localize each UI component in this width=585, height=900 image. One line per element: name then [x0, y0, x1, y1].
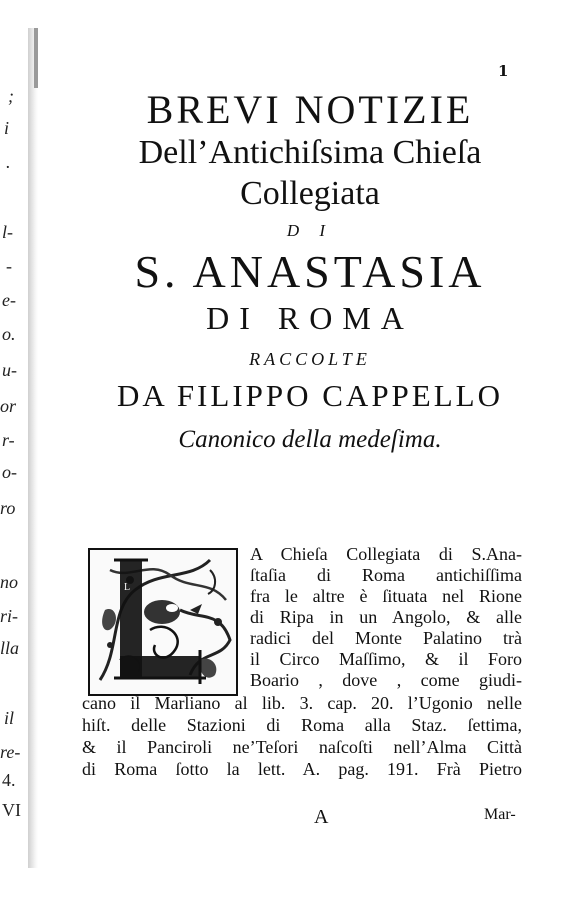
margin-fragment: no — [0, 572, 18, 592]
body-line: cano il Marliano al lib. 3. cap. 20. l’Ugonio nelle — [82, 693, 522, 713]
margin-fragment: - — [6, 256, 12, 276]
gutter-shadow — [28, 28, 38, 868]
signature-mark: A — [314, 806, 329, 828]
body-line: ſtaſia di Roma antichiſſima — [250, 565, 522, 585]
title-line-s-anastasia: S. ANASTASIA — [134, 246, 486, 297]
margin-fragment: or — [0, 396, 17, 416]
ornament-illustration — [90, 550, 236, 694]
margin-fragment: re- — [0, 742, 21, 762]
previous-page-margin — [0, 0, 28, 900]
margin-fragment: VI — [2, 800, 21, 820]
margin-fragment: r- — [2, 430, 15, 450]
title-block — [60, 88, 560, 460]
body-line: di Ripa in un Angolo, & alle — [250, 607, 522, 627]
title-line-collegiata: Collegiata — [240, 175, 380, 212]
margin-fragment: l- — [2, 222, 13, 242]
dropcap-letter: L — [124, 582, 131, 593]
margin-fragment: o. — [2, 324, 16, 344]
title-line-author: DA FILIPPO CAPPELLO — [117, 378, 503, 413]
margin-fragment: ri- — [0, 606, 18, 626]
margin-fragment: e- — [2, 290, 16, 310]
margin-fragment: u- — [2, 360, 17, 380]
gutter-edge — [34, 28, 38, 88]
body-line: di Roma ſotto la lett. A. pag. 191. Frà Pietro — [82, 759, 522, 779]
margin-fragment: ; — [8, 86, 14, 106]
title-line-di-roma: DI ROMA — [206, 300, 414, 336]
title-line-brevi-notizie: BREVI NOTIZIE — [146, 87, 474, 132]
margin-fragment: i — [4, 118, 10, 138]
body-line: A Chieſa Collegiata di S.Ana- — [250, 544, 522, 564]
title-line-canonico: Canonico della medeſima. — [178, 426, 442, 453]
page-number: 1 — [498, 62, 509, 80]
body-line: fra le altre è ſituata nel Rione — [250, 586, 522, 606]
margin-fragment: lla — [0, 638, 20, 658]
body-line: il Circo Maſſimo, & il Foro — [250, 649, 522, 669]
margin-fragment: il — [4, 708, 15, 728]
title-line-di: D I — [286, 221, 334, 240]
body-line: Boario , dove , come giudi- — [250, 670, 522, 690]
body-line: & il Panciroli ne’Teſori naſcoſti nell’Alma Città — [82, 737, 522, 757]
margin-fragment: . — [6, 152, 11, 172]
decorated-initial — [88, 548, 238, 696]
title-line-antichissima-chiesa: Dell’Antichiſsima Chieſa — [138, 134, 482, 171]
margin-fragment: 4. — [2, 770, 16, 790]
title-line-raccolte: RACCOLTE — [249, 349, 371, 369]
body-line: hiſt. delle Stazioni di Roma alla Staz. ſettima, — [82, 715, 522, 735]
margin-fragment: ro — [0, 498, 16, 518]
margin-fragment: o- — [2, 462, 17, 482]
catchword: Mar- — [484, 806, 516, 823]
body-line: radici del Monte Palatino trà — [250, 628, 522, 648]
